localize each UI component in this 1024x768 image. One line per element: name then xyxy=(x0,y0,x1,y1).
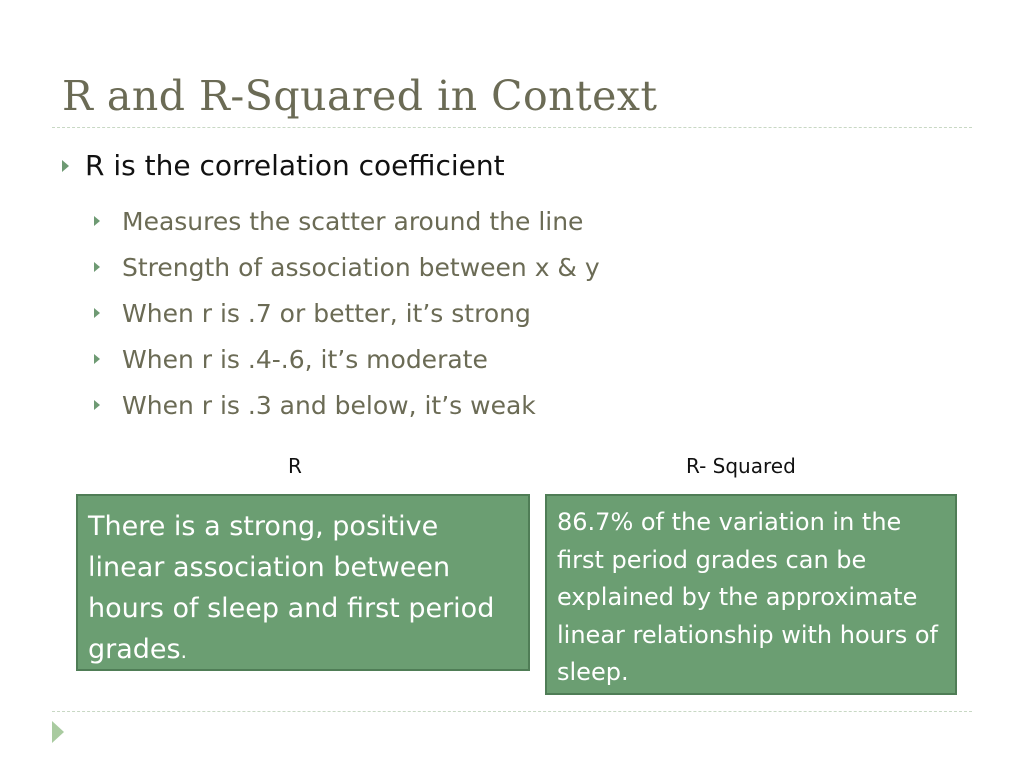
bullet-triangle-icon xyxy=(94,400,100,410)
r-squared-interpretation-box xyxy=(545,494,957,695)
bullet-triangle-icon xyxy=(94,216,100,226)
sub-bullet-list xyxy=(94,198,600,428)
sub-bullet xyxy=(94,382,600,428)
sub-bullet-text: When r is .4-.6, it’s moderate xyxy=(122,344,488,374)
slide-title: R and R-Squared in Context xyxy=(62,72,658,120)
r-column-label: R xyxy=(288,454,302,478)
bullet-triangle-icon xyxy=(62,160,69,172)
sub-bullet xyxy=(94,290,600,336)
bullet-triangle-icon xyxy=(94,262,100,272)
bullet-triangle-icon xyxy=(94,308,100,318)
sub-bullet-text: Strength of association between x & y xyxy=(122,252,600,282)
sub-bullet-text: When r is .3 and below, it’s weak xyxy=(122,390,536,420)
r-interpretation-period: . xyxy=(180,639,187,663)
r-interpretation-text: There is a strong, positive linear association between hours of sleep and first period grades xyxy=(88,511,495,665)
footer-divider xyxy=(52,711,972,712)
sub-bullet xyxy=(94,198,600,244)
nav-triangle-icon xyxy=(52,721,64,743)
r-interpretation-box xyxy=(76,494,530,671)
r-squared-column-label: R- Squared xyxy=(686,454,796,478)
sub-bullet xyxy=(94,336,600,382)
sub-bullet-text: When r is .7 or better, it’s strong xyxy=(122,298,531,328)
title-divider xyxy=(52,127,972,128)
sub-bullet-text: Measures the scatter around the line xyxy=(122,206,584,236)
r-squared-interpretation-text: 86.7% of the variation in the first period grades can be explained by the approximate linear relationship with hours of sleep. xyxy=(557,508,938,686)
sub-bullet xyxy=(94,244,600,290)
bullet-triangle-icon xyxy=(94,354,100,364)
main-bullet-text: R is the correlation coefficient xyxy=(85,149,505,182)
main-bullet xyxy=(62,149,505,182)
